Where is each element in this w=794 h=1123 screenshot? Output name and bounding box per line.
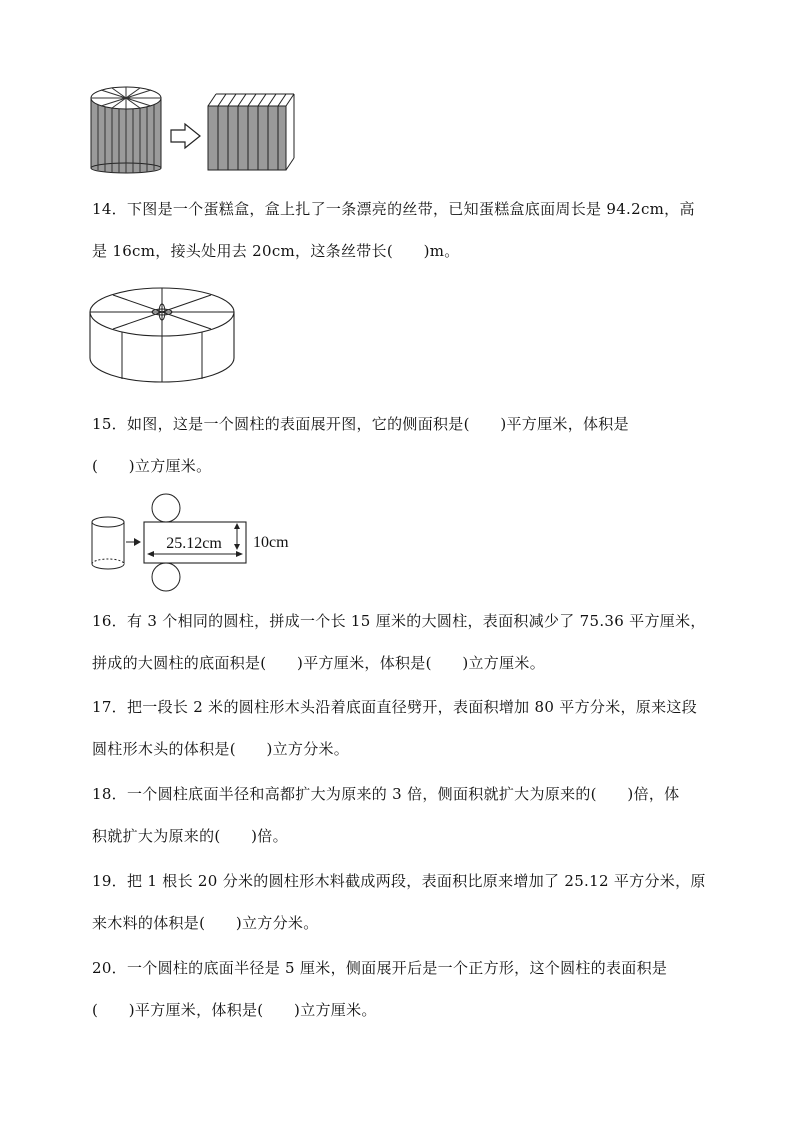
q20-line-1: 20．一个圆柱的底面半径是 5 厘米，侧面展开后是一个正方形，这个圆柱的表面积是 (92, 959, 668, 977)
q18-line-2: 积就扩大为原来的( )倍。 (92, 827, 288, 845)
cake-box-figure (86, 278, 238, 394)
cylinder-to-cuboid-figure (88, 84, 300, 174)
q15-line-2: ( )立方厘米。 (92, 457, 212, 475)
q17-line-1: 17．把一段长 2 米的圆柱形木头沿着底面直径劈开，表面积增加 80 平方分米，原来这段 (92, 698, 697, 716)
q15-line-1: 15．如图，这是一个圆柱的表面展开图，它的侧面积是( )平方厘米，体积是 (92, 415, 629, 433)
q14-line-2: 是 16cm，接头处用去 20cm，这条丝带长( )m。 (92, 242, 460, 260)
q14-line-1: 14．下图是一个蛋糕盒，盒上扎了一条漂亮的丝带，已知蛋糕盒底面周长是 94.2cm，高 (92, 200, 695, 218)
q20-line-2: ( )平方厘米，体积是( )立方厘米。 (92, 1001, 377, 1019)
q16-line-1: 16．有 3 个相同的圆柱，拼成一个长 15 厘米的大圆柱，表面积减少了 75.36 平方厘米， (92, 612, 706, 630)
q16-line-2: 拼成的大圆柱的底面积是( )平方厘米，体积是( )立方厘米。 (92, 654, 546, 672)
q17-line-2: 圆柱形木头的体积是( )立方分米。 (92, 740, 350, 758)
height-label: 10cm (253, 534, 289, 551)
q19-line-1: 19．把 1 根长 20 分米的圆柱形木料截成两段，表面积比原来增加了 25.12 平方分米，原 (92, 872, 706, 890)
q18-line-1: 18．一个圆柱底面半径和高都扩大为原来的 3 倍，侧面积就扩大为原来的( )倍，体 (92, 785, 680, 803)
q19-line-2: 来木料的体积是( )立方分米。 (92, 914, 319, 932)
cylinder-net-figure (88, 490, 298, 594)
length-label: 25.12cm (166, 535, 222, 552)
